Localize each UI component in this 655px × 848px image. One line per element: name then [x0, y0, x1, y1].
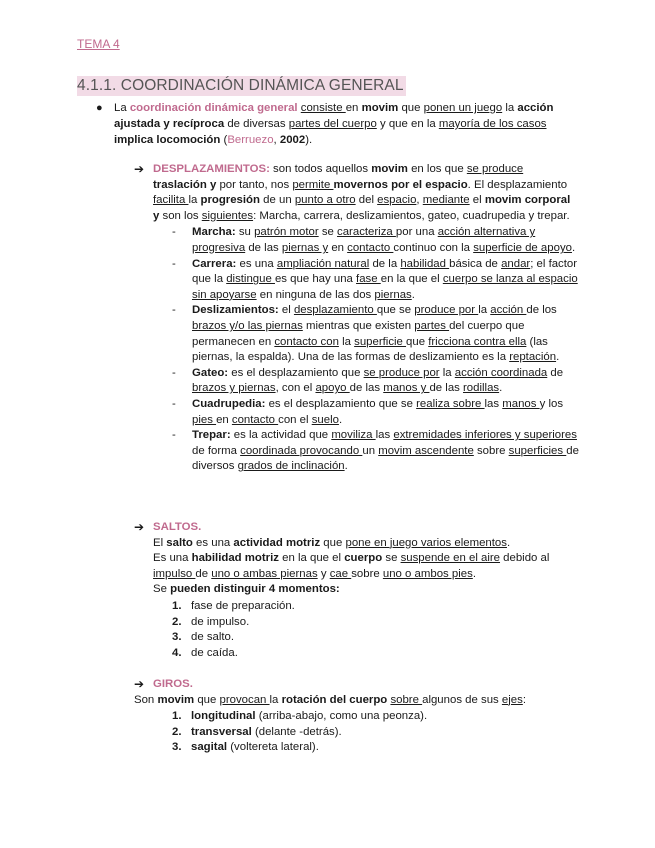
desplazamientos-list — [153, 225, 579, 475]
section-giros — [134, 677, 579, 756]
arrow-icon: ➔ — [134, 520, 145, 534]
saltos-line-3: Se pueden distinguir 4 momentos: — [153, 583, 340, 596]
list-item-cuadrupedia: - Cuadrupedia: es el desplazamiento que se realiza sobre las manos y los pies en contacto con el suelo. — [172, 397, 564, 426]
giros-body — [134, 677, 579, 756]
list-item-carrera: - Carrera: es una ampliación natural de la habilidad básica de andar; el factor que la distingue es que hay una fase en la que el cuerpo se lanza al espacio sin apoyarse en ninguna de las dos piernas. — [172, 257, 578, 301]
list-item: 3. de salto. — [172, 631, 235, 644]
saltos-line-2: Es una habilidad motriz en la que el cuerpo se suspende en el aire debido al impulso de uno o ambas piernas y cae sobre uno o ambos pies. — [153, 552, 550, 580]
tema-label: TEMA 4 — [77, 37, 120, 51]
bullet-icon: ● — [96, 102, 103, 114]
giros-axes-list — [153, 709, 579, 756]
intro-text: La coordinación dinámica general consiste en movim que ponen un juego la acción ajustada y recíproca de diversas partes del cuerpo y que en la mayoría de los casos implica locomoción (Berruezo, 2002). — [114, 102, 554, 146]
desplazamientos-body — [153, 162, 579, 475]
intro-paragraph — [96, 100, 576, 148]
saltos-body — [153, 520, 579, 661]
list-item: 2. de impulso. — [172, 615, 250, 628]
list-item-trepar: - Trepar: es la actividad que moviliza las extremidades inferiores y superiores de forma coordinada provocando un movim ascendente sobre superficies de diversos grados de inclinación. — [172, 429, 579, 473]
section-heading: 4.1.1. COORDINACIÓN DINÁMICA GENERAL — [77, 77, 404, 94]
list-item-deslizamientos: - Deslizamientos: el desplazamiento que se produce por la acción de los brazos y/o las piernas mientras que existen partes del cuerpo que permanecen en contacto con la superficie que fricciona contra ella (las piernas, la espalda). Una de las formas de deslizamiento es la reptación. — [172, 304, 560, 364]
list-item-marcha: - Marcha: su patrón motor se caracteriza por una acción alternativa y progresiva de las piernas y en contacto continuo con la superficie de apoyo. — [172, 226, 576, 254]
giros-title: GIROS. — [153, 678, 193, 690]
list-item: 3. sagital (voltereta lateral). — [172, 741, 319, 754]
list-item-gateo: - Gateo: es el desplazamiento que se produce por la acción coordinada de brazos y piernas, con el apoyo de las manos y de las rodillas. — [172, 366, 564, 395]
arrow-icon: ➔ — [134, 677, 145, 691]
saltos-moments-list — [153, 599, 579, 661]
saltos-title: SALTOS. — [153, 521, 202, 533]
list-item: 2. transversal (delante -detrás). — [172, 725, 342, 738]
saltos-line-1: El salto es una actividad motriz que pone en juego varios elementos. — [153, 536, 511, 549]
list-item: 4. de caída. — [172, 646, 238, 659]
arrow-icon: ➔ — [134, 162, 145, 176]
list-item: 1. fase de preparación. — [172, 599, 295, 612]
giros-line-1: Son movim que provocan la rotación del cuerpo sobre algunos de sus ejes: — [134, 693, 526, 706]
section-saltos — [134, 520, 579, 661]
section-desplazamientos — [134, 162, 579, 475]
list-item: 1. longitudinal (arriba-abajo, como una peonza). — [172, 710, 428, 723]
desplazamientos-paragraph: DESPLAZAMIENTOS: son todos aquellos movim en los que se produce traslación y por tanto, nos permite movernos por el espacio. El desplazamiento facilita la progresión de un punto a otro del espacio, mediante el movim corporal y son los siguientes: Marcha, carrera, deslizamientos, gateo, cuadrupedia y trepar. — [153, 163, 571, 222]
